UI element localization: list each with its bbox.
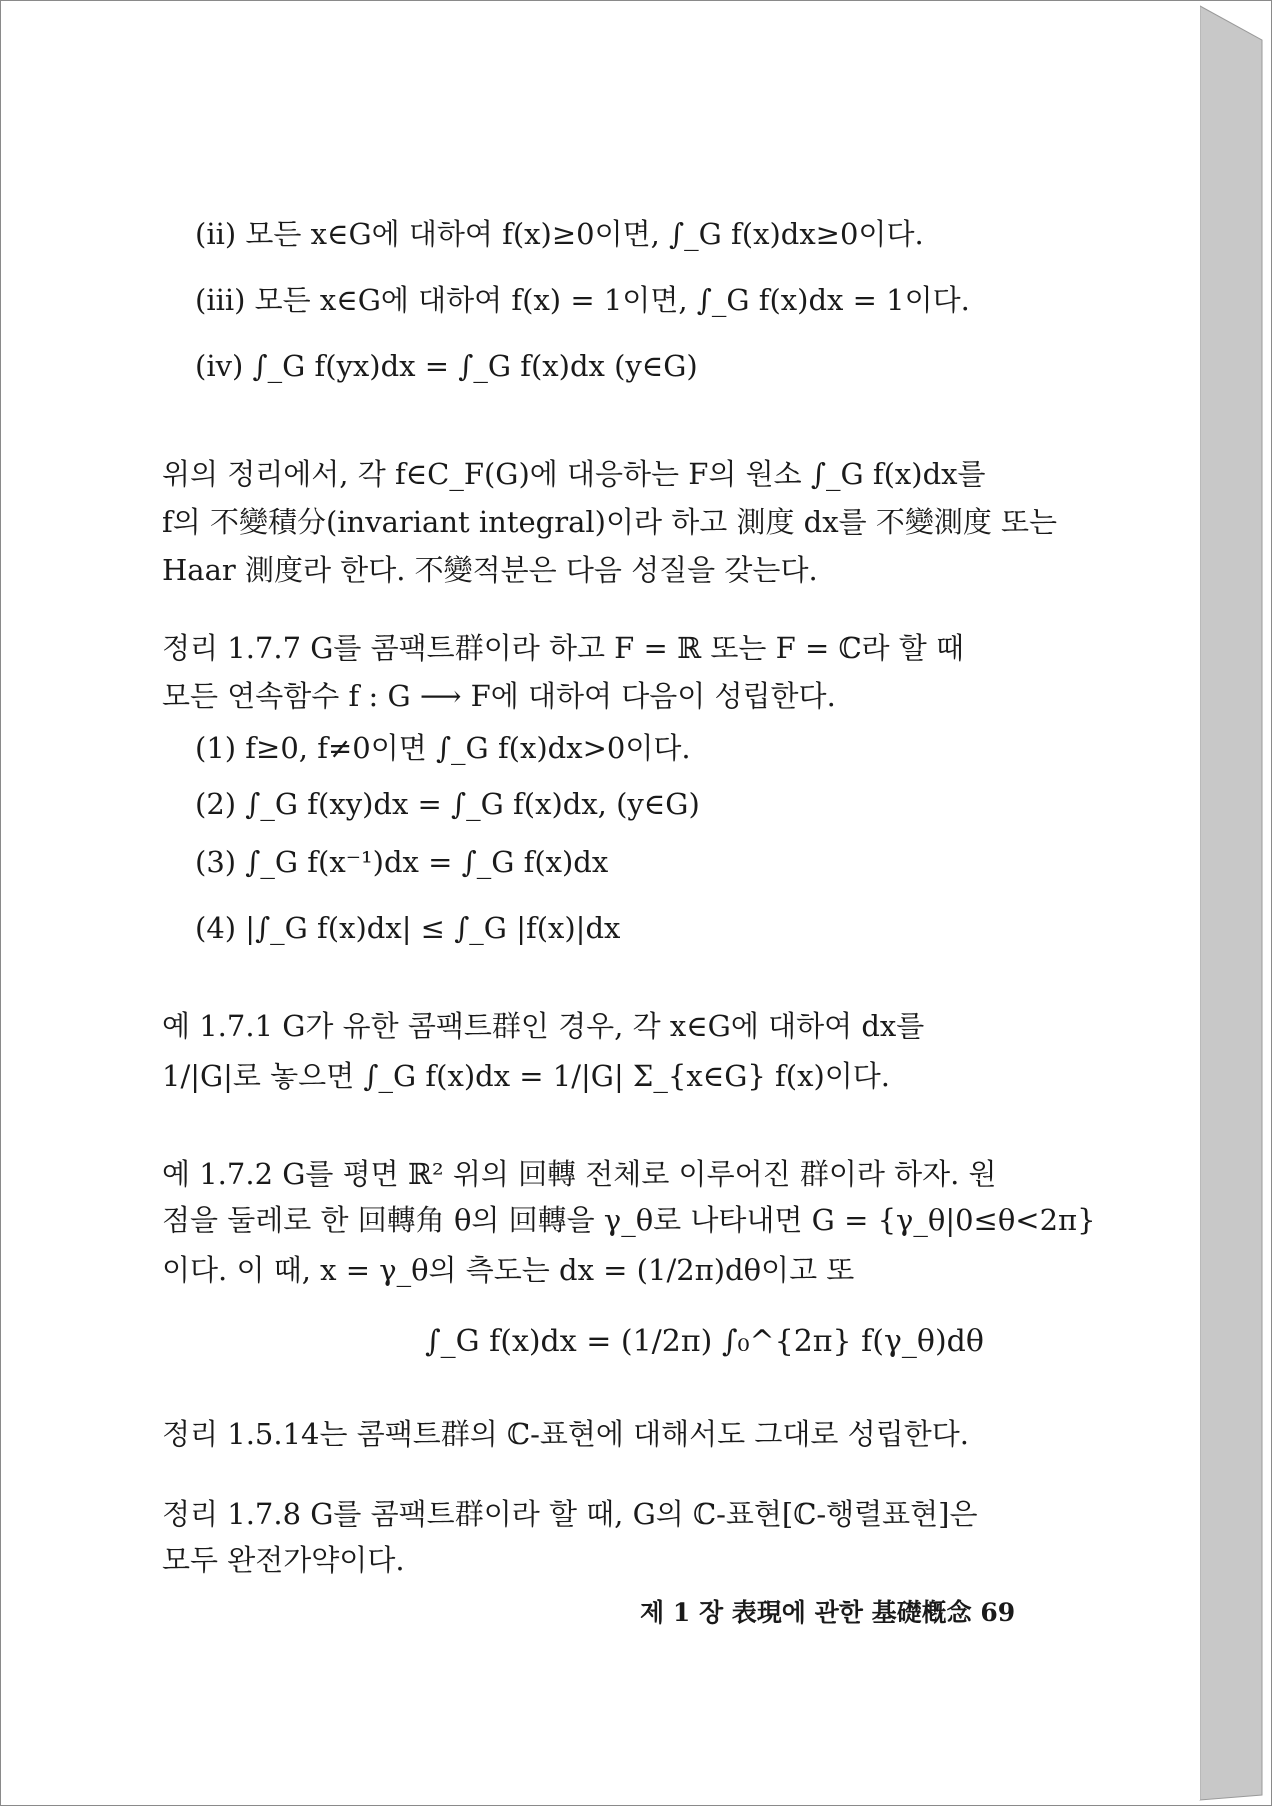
theorem-item-1: (1) f≥0, f≠0이면 ∫_G f(x)dx>0이다. <box>195 731 691 765</box>
display-equation: ∫_G f(x)dx = (1/2π) ∫₀^{2π} f(γ_θ)dθ <box>425 1324 984 1359</box>
item-iv: (iv) ∫_G f(yx)dx = ∫_G f(x)dx (y∈G) <box>195 349 698 383</box>
paragraph-line: Haar 測度라 한다. 不變적분은 다음 성질을 갖는다. <box>162 553 818 587</box>
item-ii: (ii) 모든 x∈G에 대하여 f(x)≥0이면, ∫_G f(x)dx≥0이다. <box>195 217 924 251</box>
item-iii: (iii) 모든 x∈G에 대하여 f(x) = 1이면, ∫_G f(x)dx = 1이다. <box>195 283 970 317</box>
example-line: 1/|G|로 놓으면 ∫_G f(x)dx = 1/|G| Σ_{x∈G} f(x)이다. <box>162 1059 891 1093</box>
paragraph-line: f의 不變積分(invariant integral)이라 하고 測度 dx를 不變測度 또는 <box>162 505 1058 539</box>
theorem-line: 모두 완전가약이다. <box>162 1543 405 1577</box>
paragraph-line: 위의 정리에서, 각 f∈C_F(G)에 대응하는 F의 원소 ∫_G f(x)dx를 <box>162 457 986 491</box>
theorem-item-4: (4) |∫_G f(x)dx| ≤ ∫_G |f(x)|dx <box>195 911 621 945</box>
remark-line: 정리 1.5.14는 콤팩트群의 ℂ-표현에 대해서도 그대로 성립한다. <box>162 1417 969 1451</box>
example-line: 이다. 이 때, x = γ_θ의 측도는 dx = (1/2π)dθ이고 또 <box>162 1253 855 1287</box>
theorem-item-2: (2) ∫_G f(xy)dx = ∫_G f(x)dx, (y∈G) <box>195 787 700 821</box>
theorem-1-7-8-heading: 정리 1.7.8 G를 콤팩트群이라 할 때, G의 ℂ-표현[ℂ-행렬표현]은 <box>162 1497 978 1531</box>
example-1-7-1-heading: 예 1.7.1 G가 유한 콤팩트群인 경우, 각 x∈G에 대하여 dx를 <box>162 1009 925 1043</box>
theorem-1-7-7-heading: 정리 1.7.7 G를 콤팩트群이라 하고 F = ℝ 또는 F = ℂ라 할 때 <box>162 631 965 665</box>
example-1-7-2-heading: 예 1.7.2 G를 평면 ℝ² 위의 回轉 전체로 이루어진 群이라 하자. 원 <box>162 1157 997 1191</box>
example-line: 점을 둘레로 한 回轉角 θ의 回轉을 γ_θ로 나타내면 G = {γ_θ|0≤θ<2π} <box>162 1203 1096 1237</box>
theorem-line: 모든 연속함수 f : G ⟶ F에 대하여 다음이 성립한다. <box>162 679 836 713</box>
theorem-item-3: (3) ∫_G f(x⁻¹)dx = ∫_G f(x)dx <box>195 845 609 879</box>
running-footer: 제 1 장 表現에 관한 基礎槪念 69 <box>640 1598 1016 1627</box>
